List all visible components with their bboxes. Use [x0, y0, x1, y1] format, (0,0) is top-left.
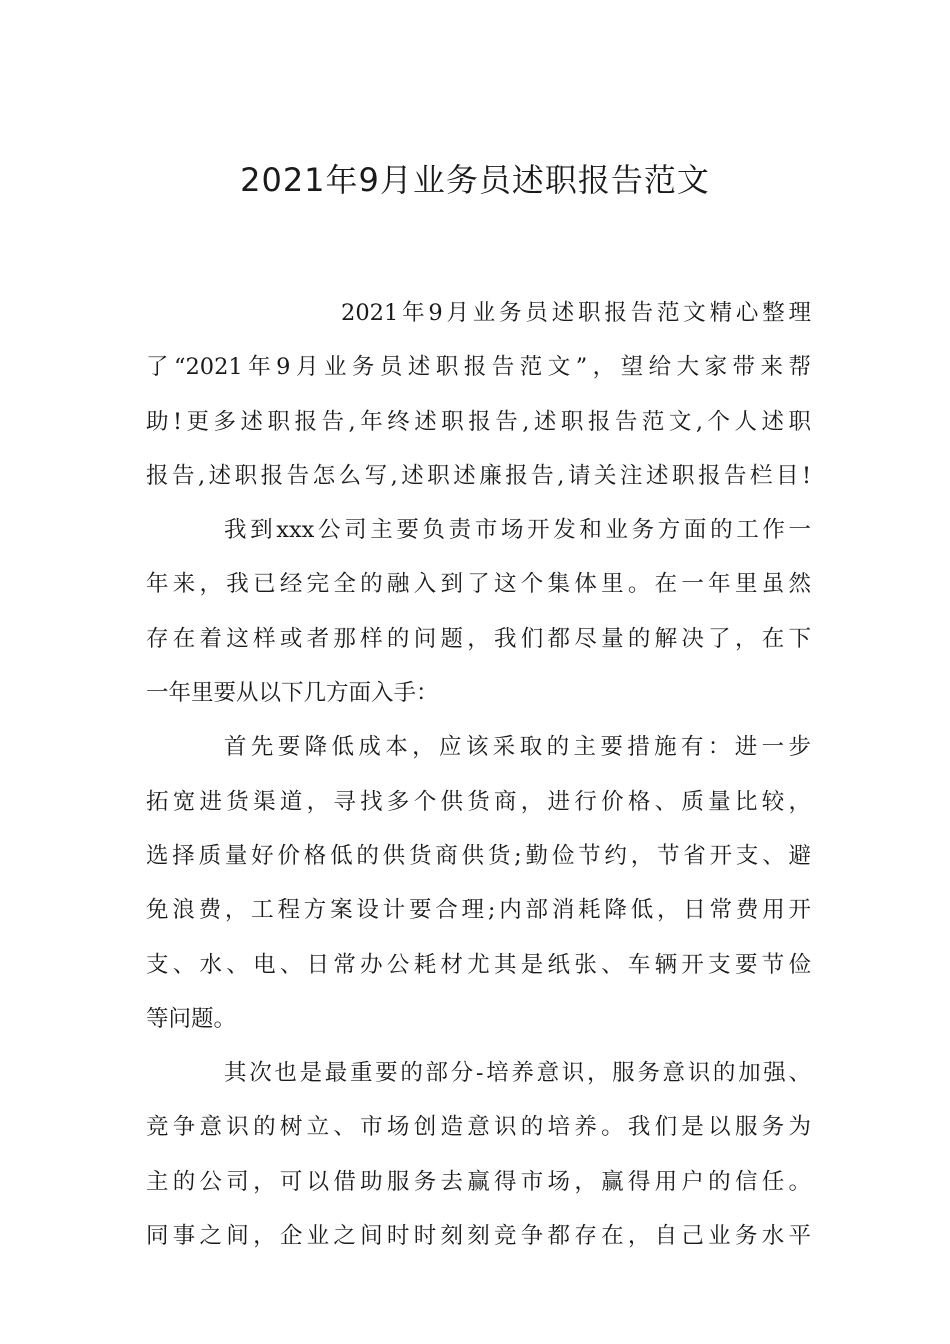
paragraph-intro [146, 286, 811, 503]
text-line: 等问题。 [146, 1005, 237, 1032]
text-line: 2021年9月业务员述职报告范文精心整理 [341, 300, 811, 326]
text-line: 拓宽进货渠道，寻找多个供货商，进行价格、质量比较， [146, 788, 811, 815]
text-line: 首先要降低成本，应该采取的主要措施有：进一步 [224, 734, 811, 761]
paragraph-service-awareness [146, 1046, 811, 1263]
paragraph-cost-reduction [146, 720, 811, 1046]
text-line: 助!更多述职报告,年终述职报告,述职报告范文,个人述职 [146, 408, 811, 435]
text-line: 竞争意识的树立、市场创造意识的培养。我们是以服务为 [146, 1114, 811, 1141]
text-line: 主的公司，可以借助服务去赢得市场，赢得用户的信任。 [146, 1168, 811, 1195]
text-line: 免浪费，工程方案设计要合理;内部消耗降低，日常费用开 [146, 897, 811, 924]
text-line: 其次也是最重要的部分-培养意识，服务意识的加强、 [224, 1060, 811, 1087]
text-line: 报告,述职报告怎么写,述职述廉报告,请关注述职报告栏目! [146, 462, 811, 489]
text-line: 支、水、电、日常办公耗材尤其是纸张、车辆开支要节俭 [146, 951, 811, 978]
text-line: 选择质量好价格低的供货商供货;勤俭节约，节省开支、避 [146, 842, 811, 869]
document-body [146, 286, 811, 1263]
text-line: 了“2021年9月业务员述职报告范文”，望给大家带来帮 [146, 354, 811, 381]
text-line: 同事之间，企业之间时时刻刻竞争都存在，自己业务水平 [146, 1223, 811, 1250]
text-line: 存在着这样或者那样的问题，我们都尽量的解决了，在下 [146, 625, 811, 652]
paragraph-responsibility [146, 503, 811, 720]
text-line: 我到xxx公司主要负责市场开发和业务方面的工作一 [224, 517, 811, 544]
text-line: 年来，我已经完全的融入到了这个集体里。在一年里虽然 [146, 571, 811, 598]
text-line: 一年里要从以下几方面入手： [146, 680, 439, 707]
document-title: 2021年9月业务员述职报告范文 [240, 161, 710, 199]
